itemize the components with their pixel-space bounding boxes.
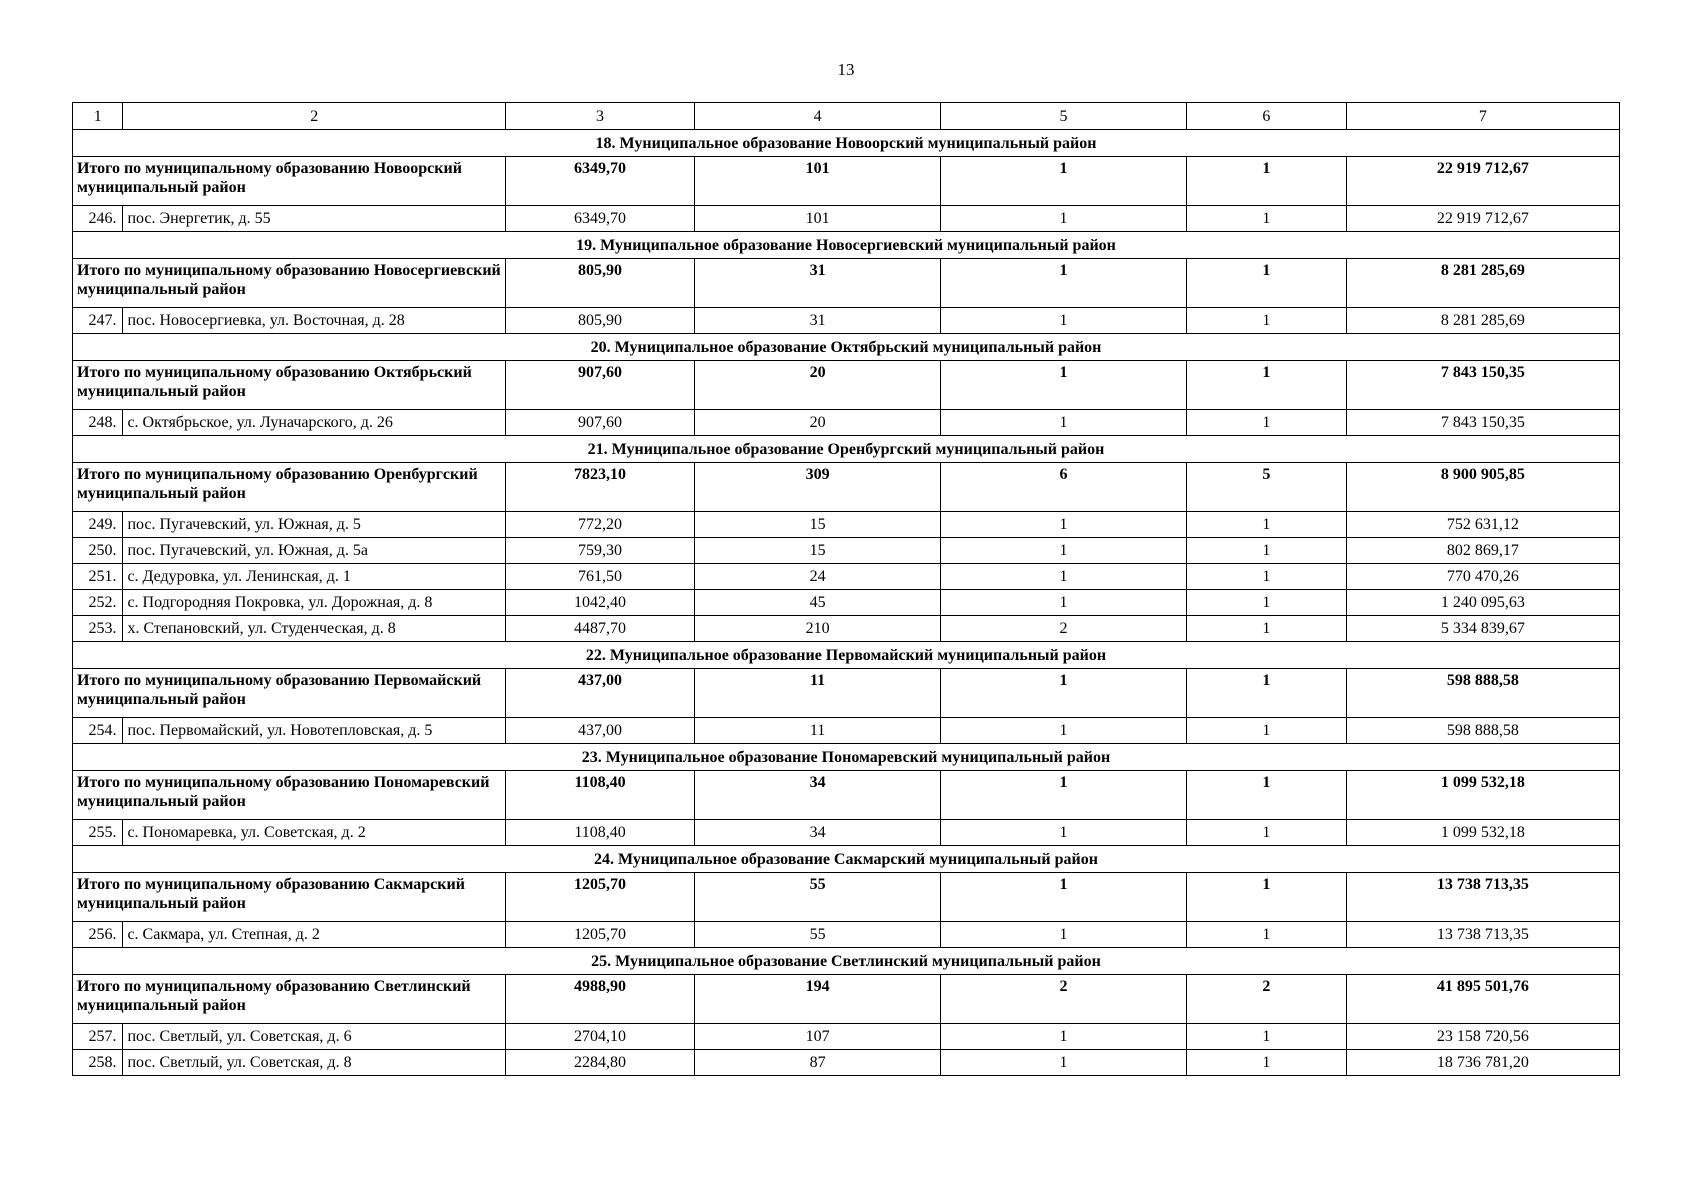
column-number-header: 4	[695, 103, 941, 130]
section-total-row	[73, 259, 1620, 308]
total-count: 1	[1186, 771, 1346, 820]
item-area: 772,20	[505, 512, 694, 538]
item-houses: 1	[941, 308, 1187, 334]
item-number: 247.	[73, 308, 123, 334]
item-area: 437,00	[505, 718, 694, 744]
item-count: 1	[1186, 590, 1346, 616]
total-count: 1	[1186, 873, 1346, 922]
item-address: пос. Пугачевский, ул. Южная, д. 5	[123, 512, 506, 538]
total-residents: 309	[695, 463, 941, 512]
total-area: 7823,10	[505, 463, 694, 512]
item-houses: 1	[941, 718, 1187, 744]
item-residents: 15	[695, 538, 941, 564]
total-cost: 1 099 532,18	[1346, 771, 1619, 820]
item-address: пос. Пугачевский, ул. Южная, д. 5а	[123, 538, 506, 564]
item-residents: 45	[695, 590, 941, 616]
section-heading-row	[73, 334, 1620, 361]
column-number-header: 3	[505, 103, 694, 130]
item-address: х. Степановский, ул. Студенческая, д. 8	[123, 616, 506, 642]
section-heading-row	[73, 744, 1620, 771]
table-row	[73, 1024, 1620, 1050]
item-cost: 8 281 285,69	[1346, 308, 1619, 334]
total-cost: 22 919 712,67	[1346, 157, 1619, 206]
item-number: 257.	[73, 1024, 123, 1050]
total-houses: 1	[941, 669, 1187, 718]
item-number: 251.	[73, 564, 123, 590]
item-houses: 1	[941, 512, 1187, 538]
item-area: 1042,40	[505, 590, 694, 616]
item-area: 805,90	[505, 308, 694, 334]
total-label: Итого по муниципальному образованию Новосергиевский муниципальный район	[73, 259, 506, 308]
table-row	[73, 410, 1620, 436]
total-label: Итого по муниципальному образованию Первомайский муниципальный район	[73, 669, 506, 718]
total-houses: 1	[941, 259, 1187, 308]
total-area: 437,00	[505, 669, 694, 718]
total-houses: 2	[941, 975, 1187, 1024]
item-cost: 770 470,26	[1346, 564, 1619, 590]
item-count: 1	[1186, 718, 1346, 744]
total-count: 1	[1186, 669, 1346, 718]
total-count: 2	[1186, 975, 1346, 1024]
item-address: пос. Первомайский, ул. Новотепловская, д. 5	[123, 718, 506, 744]
item-area: 759,30	[505, 538, 694, 564]
item-cost: 598 888,58	[1346, 718, 1619, 744]
total-residents: 11	[695, 669, 941, 718]
item-cost: 1 099 532,18	[1346, 820, 1619, 846]
item-area: 907,60	[505, 410, 694, 436]
item-houses: 1	[941, 410, 1187, 436]
section-title: 21. Муниципальное образование Оренбургский муниципальный район	[73, 436, 1620, 463]
item-area: 4487,70	[505, 616, 694, 642]
section-total-row	[73, 771, 1620, 820]
item-residents: 210	[695, 616, 941, 642]
item-count: 1	[1186, 308, 1346, 334]
total-label: Итого по муниципальному образованию Оренбургский муниципальный район	[73, 463, 506, 512]
item-houses: 1	[941, 1024, 1187, 1050]
total-count: 1	[1186, 259, 1346, 308]
item-residents: 20	[695, 410, 941, 436]
page-number: 13	[837, 60, 855, 79]
item-houses: 1	[941, 820, 1187, 846]
item-number: 255.	[73, 820, 123, 846]
item-number: 253.	[73, 616, 123, 642]
column-number-header: 5	[941, 103, 1187, 130]
total-count: 5	[1186, 463, 1346, 512]
section-heading-row	[73, 232, 1620, 259]
item-count: 1	[1186, 538, 1346, 564]
item-address: с. Подгородняя Покровка, ул. Дорожная, д. 8	[123, 590, 506, 616]
total-cost: 8 900 905,85	[1346, 463, 1619, 512]
table-row	[73, 512, 1620, 538]
total-cost: 8 281 285,69	[1346, 259, 1619, 308]
item-cost: 5 334 839,67	[1346, 616, 1619, 642]
total-houses: 6	[941, 463, 1187, 512]
table-row	[73, 590, 1620, 616]
item-count: 1	[1186, 564, 1346, 590]
total-label: Итого по муниципальному образованию Светлинский муниципальный район	[73, 975, 506, 1024]
item-cost: 22 919 712,67	[1346, 206, 1619, 232]
item-number: 250.	[73, 538, 123, 564]
table-row	[73, 1050, 1620, 1076]
item-number: 246.	[73, 206, 123, 232]
total-houses: 1	[941, 873, 1187, 922]
item-area: 2704,10	[505, 1024, 694, 1050]
item-houses: 1	[941, 206, 1187, 232]
total-label: Итого по муниципальному образованию Октябрьский муниципальный район	[73, 361, 506, 410]
column-number-header: 1	[73, 103, 123, 130]
section-heading-row	[73, 642, 1620, 669]
total-residents: 34	[695, 771, 941, 820]
item-address: пос. Новосергиевка, ул. Восточная, д. 28	[123, 308, 506, 334]
total-residents: 31	[695, 259, 941, 308]
item-address: с. Пономаревка, ул. Советская, д. 2	[123, 820, 506, 846]
section-title: 18. Муниципальное образование Новоорский муниципальный район	[73, 130, 1620, 157]
item-count: 1	[1186, 1024, 1346, 1050]
item-count: 1	[1186, 410, 1346, 436]
item-count: 1	[1186, 820, 1346, 846]
item-cost: 13 738 713,35	[1346, 922, 1619, 948]
section-heading-row	[73, 846, 1620, 873]
section-title: 23. Муниципальное образование Пономаревский муниципальный район	[73, 744, 1620, 771]
registry-table-body	[73, 103, 1620, 1076]
item-count: 1	[1186, 512, 1346, 538]
total-label: Итого по муниципальному образованию Пономаревский муниципальный район	[73, 771, 506, 820]
total-count: 1	[1186, 157, 1346, 206]
item-number: 252.	[73, 590, 123, 616]
item-area: 2284,80	[505, 1050, 694, 1076]
item-address: с. Сакмара, ул. Степная, д. 2	[123, 922, 506, 948]
item-address: пос. Светлый, ул. Советская, д. 8	[123, 1050, 506, 1076]
item-number: 256.	[73, 922, 123, 948]
item-number: 248.	[73, 410, 123, 436]
item-area: 6349,70	[505, 206, 694, 232]
section-total-row	[73, 361, 1620, 410]
section-total-row	[73, 669, 1620, 718]
item-cost: 23 158 720,56	[1346, 1024, 1619, 1050]
item-houses: 1	[941, 590, 1187, 616]
item-area: 761,50	[505, 564, 694, 590]
table-row	[73, 616, 1620, 642]
column-number-header: 6	[1186, 103, 1346, 130]
total-area: 6349,70	[505, 157, 694, 206]
column-number-header: 7	[1346, 103, 1619, 130]
item-residents: 31	[695, 308, 941, 334]
total-area: 1108,40	[505, 771, 694, 820]
total-cost: 598 888,58	[1346, 669, 1619, 718]
item-residents: 55	[695, 922, 941, 948]
section-total-row	[73, 157, 1620, 206]
total-label: Итого по муниципальному образованию Сакмарский муниципальный район	[73, 873, 506, 922]
item-residents: 107	[695, 1024, 941, 1050]
item-count: 1	[1186, 206, 1346, 232]
item-houses: 1	[941, 1050, 1187, 1076]
column-number-header-row	[73, 103, 1620, 130]
item-number: 249.	[73, 512, 123, 538]
total-cost: 13 738 713,35	[1346, 873, 1619, 922]
item-residents: 15	[695, 512, 941, 538]
section-title: 19. Муниципальное образование Новосергиевский муниципальный район	[73, 232, 1620, 259]
section-total-row	[73, 873, 1620, 922]
total-residents: 20	[695, 361, 941, 410]
item-cost: 18 736 781,20	[1346, 1050, 1619, 1076]
item-houses: 1	[941, 538, 1187, 564]
item-cost: 1 240 095,63	[1346, 590, 1619, 616]
item-cost: 7 843 150,35	[1346, 410, 1619, 436]
item-count: 1	[1186, 922, 1346, 948]
column-number-header: 2	[123, 103, 506, 130]
table-row	[73, 538, 1620, 564]
total-count: 1	[1186, 361, 1346, 410]
item-houses: 1	[941, 922, 1187, 948]
table-row	[73, 564, 1620, 590]
item-residents: 101	[695, 206, 941, 232]
item-cost: 802 869,17	[1346, 538, 1619, 564]
section-title: 25. Муниципальное образование Светлинский муниципальный район	[73, 948, 1620, 975]
item-residents: 87	[695, 1050, 941, 1076]
total-cost: 41 895 501,76	[1346, 975, 1619, 1024]
total-cost: 7 843 150,35	[1346, 361, 1619, 410]
section-heading-row	[73, 948, 1620, 975]
table-row	[73, 308, 1620, 334]
item-residents: 34	[695, 820, 941, 846]
section-total-row	[73, 463, 1620, 512]
item-address: с. Дедуровка, ул. Ленинская, д. 1	[123, 564, 506, 590]
item-address: с. Октябрьское, ул. Луначарского, д. 26	[123, 410, 506, 436]
table-row	[73, 820, 1620, 846]
total-residents: 101	[695, 157, 941, 206]
item-residents: 24	[695, 564, 941, 590]
total-houses: 1	[941, 157, 1187, 206]
section-heading-row	[73, 130, 1620, 157]
item-residents: 11	[695, 718, 941, 744]
section-title: 22. Муниципальное образование Первомайский муниципальный район	[73, 642, 1620, 669]
item-number: 254.	[73, 718, 123, 744]
table-row	[73, 718, 1620, 744]
total-area: 907,60	[505, 361, 694, 410]
item-area: 1205,70	[505, 922, 694, 948]
total-area: 805,90	[505, 259, 694, 308]
item-area: 1108,40	[505, 820, 694, 846]
table-row	[73, 922, 1620, 948]
total-area: 4988,90	[505, 975, 694, 1024]
section-title: 20. Муниципальное образование Октябрьский муниципальный район	[73, 334, 1620, 361]
total-houses: 1	[941, 361, 1187, 410]
total-residents: 194	[695, 975, 941, 1024]
section-total-row	[73, 975, 1620, 1024]
registry-table	[72, 102, 1620, 1076]
section-heading-row	[73, 436, 1620, 463]
item-count: 1	[1186, 616, 1346, 642]
item-number: 258.	[73, 1050, 123, 1076]
section-title: 24. Муниципальное образование Сакмарский муниципальный район	[73, 846, 1620, 873]
item-address: пос. Светлый, ул. Советская, д. 6	[123, 1024, 506, 1050]
table-row	[73, 206, 1620, 232]
item-count: 1	[1186, 1050, 1346, 1076]
total-label: Итого по муниципальному образованию Новоорский муниципальный район	[73, 157, 506, 206]
item-houses: 2	[941, 616, 1187, 642]
item-cost: 752 631,12	[1346, 512, 1619, 538]
total-area: 1205,70	[505, 873, 694, 922]
item-address: пос. Энергетик, д. 55	[123, 206, 506, 232]
item-houses: 1	[941, 564, 1187, 590]
total-residents: 55	[695, 873, 941, 922]
total-houses: 1	[941, 771, 1187, 820]
